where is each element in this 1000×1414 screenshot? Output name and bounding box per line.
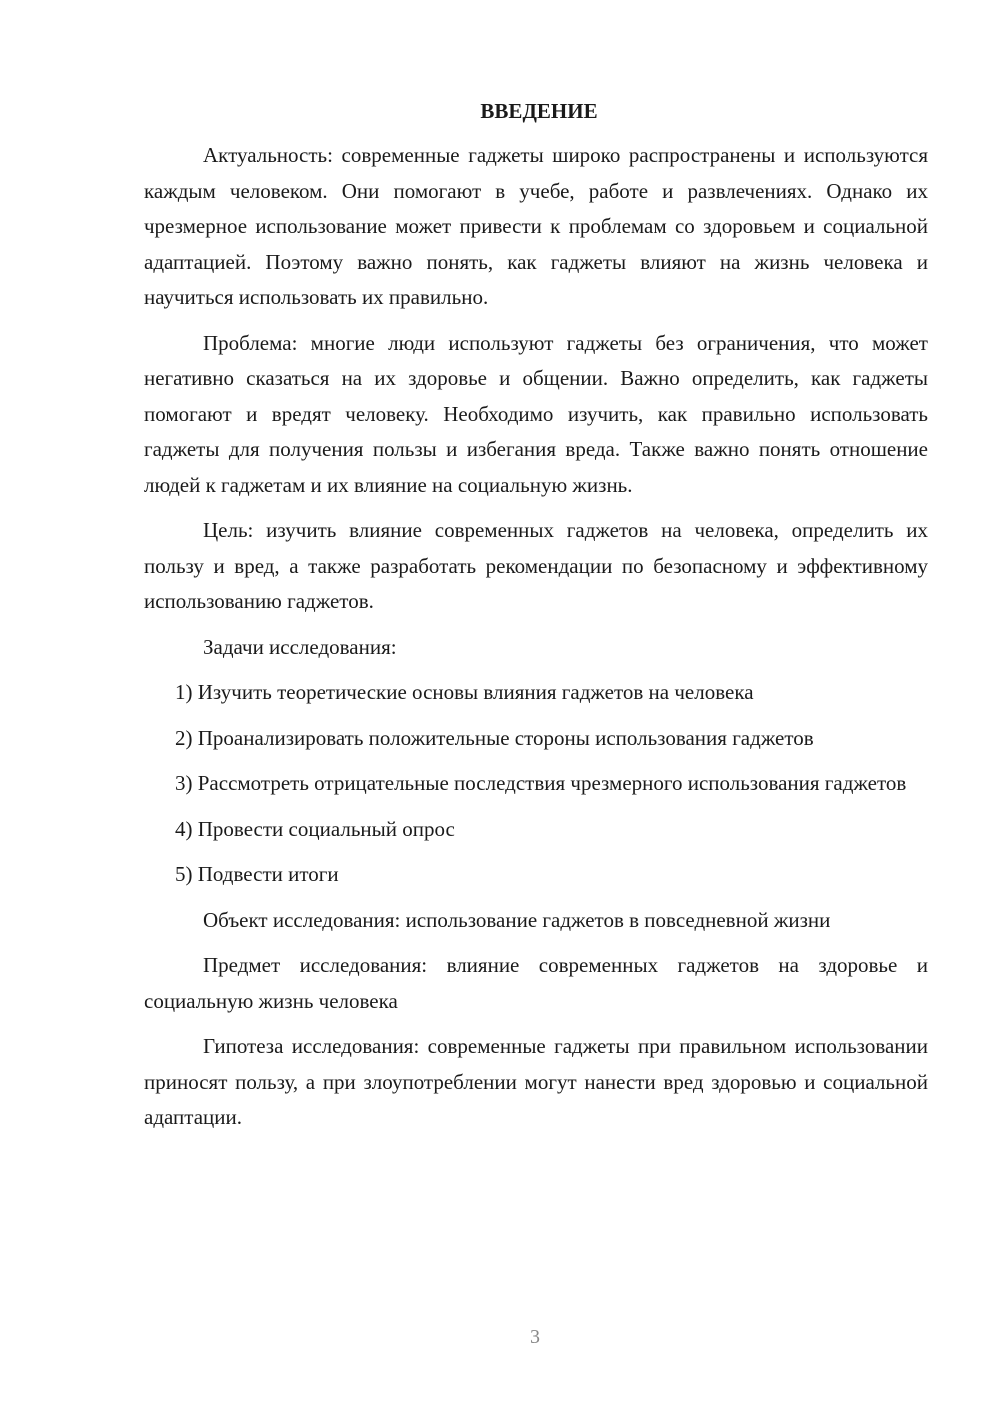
subject-paragraph: Предмет исследования: влияние современных гаджетов на здоровье и социальную жизнь человека	[144, 953, 928, 1013]
tasks-heading: Задачи исследования:	[203, 634, 397, 659]
goal-paragraph: Цель: изучить влияние современных гаджетов на человека, определить их пользу и вред, а также разработать рекомендации по безопасному и эффективному использованию гаджетов.	[144, 518, 928, 613]
task-item: 3) Рассмотреть отрицательные последствия чрезмерного использования гаджетов	[175, 771, 907, 795]
page-number: 3	[530, 1326, 540, 1348]
task-item: 1) Изучить теоретические основы влияния гаджетов на человека	[175, 680, 754, 704]
page-title: ВВЕДЕНИЕ	[480, 99, 598, 123]
task-item: 4) Провести социальный опрос	[175, 816, 455, 841]
task-item: 5) Подвести итоги	[175, 862, 339, 886]
problem-paragraph: Проблема: многие люди используют гаджеты без ограничения, что может негативно сказаться на их здоровье и общении. Важно определить, как гаджеты помогают и вредят человеку. Необходимо изучить, как правильно использовать гаджеты для получения пользы и избегания вреда. Также важно понять отношение людей к гаджетам и их влияние на социальную жизнь.	[144, 330, 928, 497]
task-item: 2) Проанализировать положительные стороны использования гаджетов	[175, 725, 814, 750]
hypothesis-paragraph: Гипотеза исследования: современные гаджеты при правильном использовании приносят пользу, а при злоупотреблении могут нанести вред здоровью и социальной адаптации.	[144, 1034, 928, 1129]
relevance-paragraph: Актуальность: современные гаджеты широко распространены и используются каждым человеком. Они помогают в учебе, работе и развлечениях. Однако их чрезмерное использование может привести к проблемам со здоровьем и социальной адаптацией. Поэтому важно понять, как гаджеты влияют на жизнь человека и научиться использовать их правильно.	[144, 143, 928, 309]
object-paragraph: Объект исследования: использование гаджетов в повседневной жизни	[203, 907, 831, 932]
